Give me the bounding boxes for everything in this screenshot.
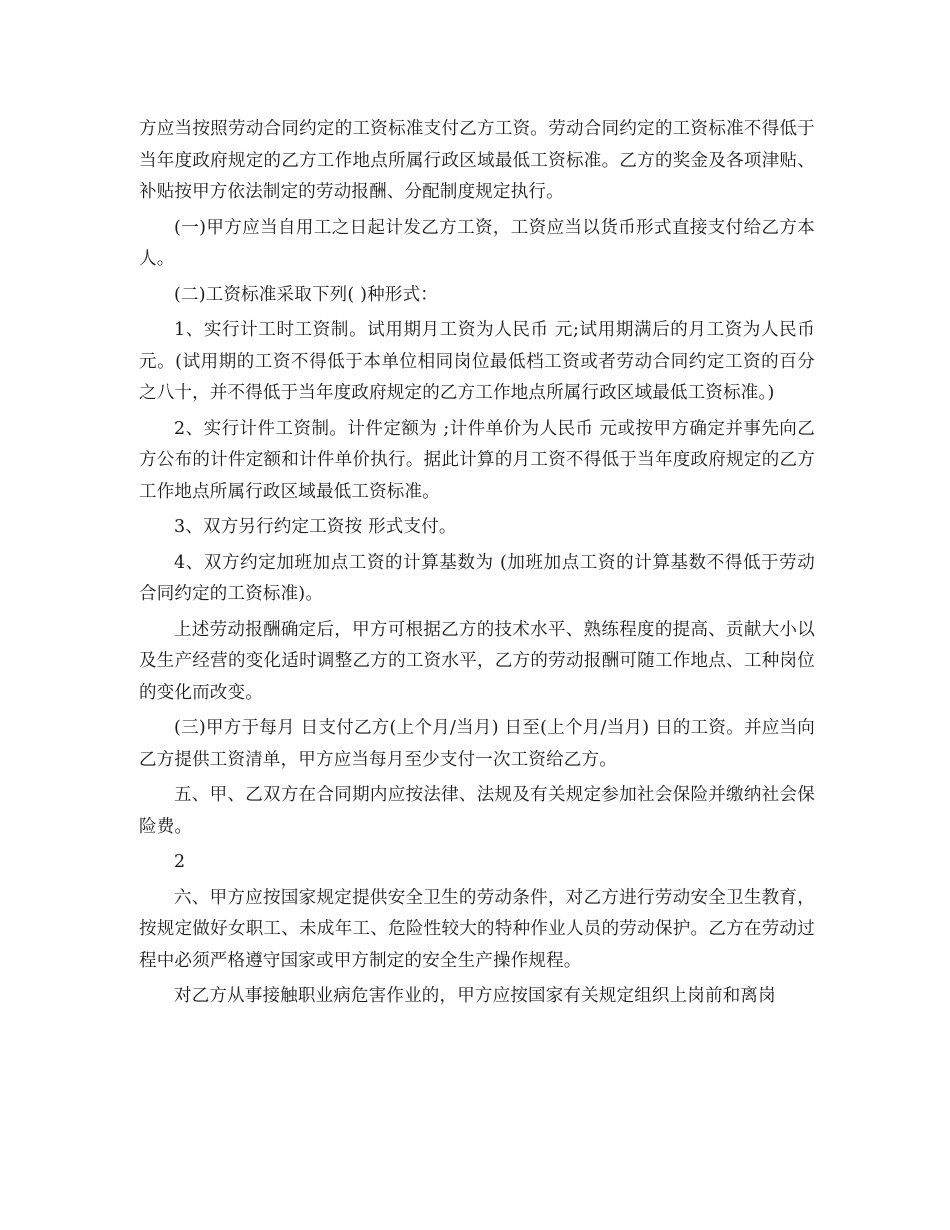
paragraph-option-other: 3、双方另行约定工资按 形式支付。	[174, 517, 457, 537]
paragraph-wage-standard: 方应当按照劳动合同约定的工资标准支付乙方工资。劳动合同约定的工资标准不得低于当年度政府规定的乙方工作地点所属行政区域最低工资标准。乙方的奖金及各项津贴、补贴按甲方依法制定的劳动报酬、分配制度规定执行。	[139, 119, 815, 202]
paragraph-clause-1: (一)甲方应当自用工之日起计发乙方工资，工资应当以货币形式直接支付给乙方本人。	[139, 217, 815, 269]
paragraph-occupational-health: 对乙方从事接触职业病危害作业的，甲方应按国家有关规定组织上岗前和离岗	[174, 986, 776, 1006]
paragraph-clause-3: (三)甲方于每月 日支付乙方(上个月/当月) 日至(上个月/当月) 日的工资。并应当向乙方提供工资清单，甲方应当每月至少支付一次工资给乙方。	[139, 718, 815, 770]
paragraph-adjustment: 上述劳动报酬确定后，甲方可根据乙方的技术水平、熟练程度的提高、贡献大小以及生产经营的变化适时调整乙方的工资水平，乙方的劳动报酬可随工作地点、工种岗位的变化而改变。	[139, 619, 815, 703]
paragraph-overtime-base: 4、双方约定加班加点工资的计算基数为 (加班加点工资的计算基数不得低于劳动合同约定的工资标准)。	[139, 552, 815, 604]
paragraph-clause-2: (二)工资标准采取下列( )种形式：	[174, 284, 438, 305]
document-page	[139, 114, 815, 1017]
paragraph-option-hourly: 1、实行计工时工资制。试用期月工资为人民币 元;试用期满后的月工资为人民币 元。(试用期的工资不得低于本单位相同岗位最低档工资或者劳动合同约定工资的百分之八十，并不得低于当年度政府规定的乙方工作地点所属行政区域最低工资标准。)	[139, 320, 815, 403]
paragraph-safety: 六、甲方应按国家规定提供安全卫生的劳动条件，对乙方进行劳动安全卫生教育，按规定做好女职工、未成年工、危险性较大的特种作业人员的劳动保护。乙方在劳动过程中必须严格遵守国家或甲方制定的安全生产操作规程。	[139, 887, 815, 971]
paragraph-option-piecework: 2、实行计件工资制。计件定额为 ;计件单价为人民币 元或按甲方确定并事先向乙方公布的计件定额和计件单价执行。据此计算的月工资不得低于当年度政府规定的乙方工作地点所属行政区域最低工资标准。	[139, 418, 815, 502]
paragraph-social-insurance: 五、甲、乙双方在合同期内应按法律、法规及有关规定参加社会保险并缴纳社会保险费。	[139, 785, 815, 837]
page-number: 2	[174, 852, 186, 872]
